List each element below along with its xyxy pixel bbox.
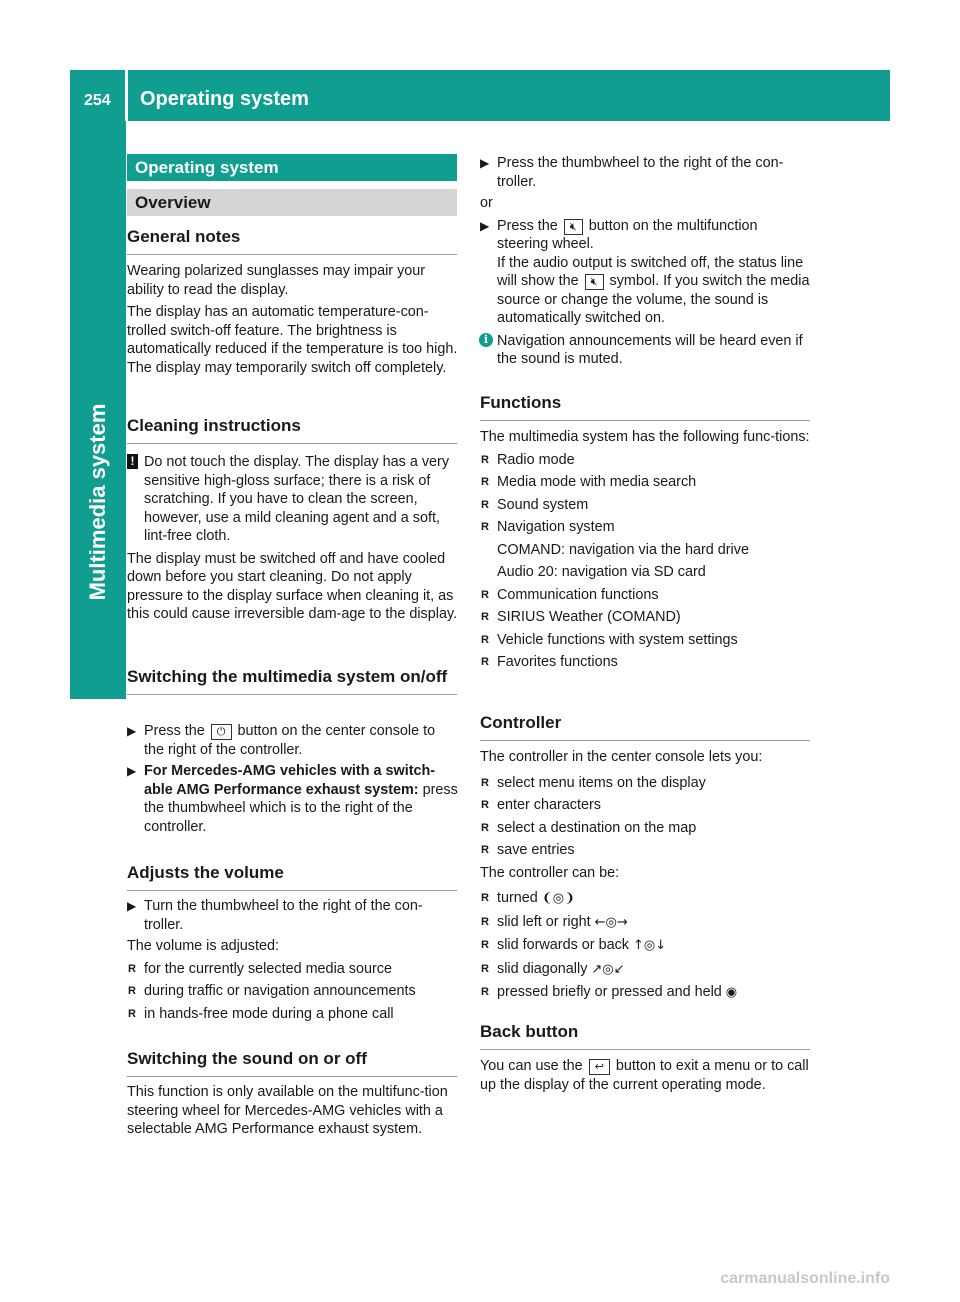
section-title: Operating system: [127, 154, 457, 181]
back-text: You can use the ↩ button to exit a menu or to call up the display of the current operating mode.: [480, 1058, 809, 1093]
controller-press-icon: ◉: [725, 985, 738, 1000]
chapter-label: Multimedia system: [85, 404, 110, 601]
step: ▶ Press the thumbwheel to the right of the con-troller.: [480, 155, 784, 190]
volume-text: [127, 897, 459, 1023]
step: ▶ For Mercedes-AMG vehicles with a switch-able AMG Performance exhaust system: press the thumbwheel which is to the right of the controller.: [127, 763, 458, 835]
volume-heading: Adjusts the volume: [127, 862, 457, 891]
warning-text: Do not touch the display. The display has a very sensitive high-gloss surface; there is a risk of scratching. If you have to clean the screen, however, use a mild cleaning agent and a soft, lint-free cloth.: [144, 454, 450, 544]
info-icon: i: [479, 333, 493, 347]
list-item: R slid forwards or back ↑◎↓: [481, 937, 667, 953]
list-item: R select a destination on the map: [481, 819, 697, 836]
page-header: [70, 70, 890, 121]
controller-slide-lr-icon: ←◎→: [594, 914, 628, 930]
sound-heading: Switching the sound on or off: [127, 1048, 457, 1077]
arrow-icon: ▶: [127, 764, 137, 778]
arrow-icon: ▶: [480, 218, 490, 233]
back-heading: Back button: [480, 1021, 810, 1050]
paragraph: The volume is adjusted:: [127, 938, 279, 954]
list-item: R Media mode with media search: [481, 474, 697, 490]
list-item: R Sound system: [481, 496, 589, 513]
list-item: R Radio mode: [481, 451, 575, 468]
paragraph: Wearing polarized sunglasses may impair your ability to read the display.: [127, 263, 426, 298]
power-icon: ⏻: [211, 724, 232, 740]
list-item: R turned ❨◎❩: [481, 890, 575, 906]
back-icon: ↩: [589, 1059, 610, 1075]
sub-item: Audio 20: navigation via SD card: [497, 564, 706, 580]
step: ▶ Turn the thumbwheel to the right of the con-troller.: [127, 898, 423, 933]
general-notes-text: [127, 262, 459, 377]
paragraph: The display has an automatic temperature-con-trolled switch-off feature. The brightness is automatically reduced if the temperature is too high. The display may temporarily switch off completely.: [127, 304, 458, 376]
step: ▶ Press the 🔇︎ button on the multifunction steering wheel. If the audio output is switched off, the status line will show the 🔇︎ symbol. If you switch the media source or change the volume, the sound is automatically switched on.: [480, 217, 810, 326]
chapter-tab: [70, 121, 126, 699]
list-item: R Navigation system: [481, 519, 615, 535]
sub-item: COMAND: navigation via the hard drive: [497, 541, 749, 558]
arrow-icon: ▶: [127, 899, 137, 913]
general-notes-heading: General notes: [127, 226, 457, 255]
controller-slide-fb-icon: ↑◎↓: [632, 938, 667, 953]
list-item: R in hands-free mode during a phone call: [128, 1005, 394, 1022]
switching-heading: Switching the multimedia system on/off: [127, 666, 457, 695]
arrow-icon: ▶: [127, 724, 137, 738]
paragraph: The display must be switched off and have cooled down before you start cleaning. Do not apply pressure to the display surface when cleaning it, as this could cause irreversible dam-age to the display.: [127, 550, 458, 622]
mute-icon: 🔇︎: [585, 274, 604, 290]
header-divider: [125, 70, 128, 121]
sound-steps: [480, 154, 812, 369]
list-item: R SIRIUS Weather (COMAND): [481, 609, 681, 625]
list-item: R select menu items on the display: [481, 774, 706, 791]
sound-text: [127, 1083, 459, 1139]
controller-heading: Controller: [480, 712, 810, 741]
functions-text: The multimedia system has the following func-tions: R Radio mode R Media mode with media search R Sound system R Navigation system COMAND: navigation via the hard drive Audio 20: navigation via SD card R Communication functions R SIRIUS Weather (COMAND) R Vehicle functions with system settings R Favorites functions: [480, 428, 812, 672]
info-note: i Navigation announcements will be heard even if the sound is muted.: [480, 332, 812, 369]
overview-heading: Overview: [127, 189, 457, 216]
arrow-icon: ▶: [480, 156, 490, 170]
functions-heading: Functions: [480, 392, 810, 421]
cleaning-text: [127, 453, 459, 624]
list-item: R Favorites functions: [481, 654, 618, 670]
or-text: or: [480, 195, 493, 211]
warning-icon: !: [127, 454, 138, 469]
controller-text: The controller in the center console lets you: R select menu items on the display R enter characters R select a destination on the map R save entries The controller can be: R turned ❨◎❩ R slid left or right ←◎→ R slid forwards or back ↑◎↓ R slid diagonally ↗◎↙ R pressed briefly or pressed and held ◉: [480, 748, 812, 1003]
watermark: carmanualsonline.info: [720, 1270, 890, 1287]
list-item: R slid left or right ←◎→: [481, 913, 628, 930]
controller-slide-diag-icon: ↗◎↙: [591, 961, 625, 977]
paragraph: This function is only available on the multifunc-tion steering wheel for Mercedes-AMG vehicles with a selectable AMG Performance exhaust system.: [127, 1084, 448, 1137]
switching-steps: [127, 722, 459, 836]
warning-note: [127, 453, 459, 546]
header-title: Operating system: [140, 88, 309, 110]
controller-turn-icon: ❨◎❩: [541, 891, 575, 906]
list-item: R Vehicle functions with system settings: [481, 631, 738, 648]
list-item: R for the currently selected media source: [128, 960, 392, 977]
list-item: R save entries: [481, 842, 575, 858]
mute-icon: 🔇︎: [564, 219, 583, 235]
list-item: R during traffic or navigation announcements: [128, 983, 416, 999]
cleaning-heading: Cleaning instructions: [127, 415, 457, 444]
list-item: R enter characters: [481, 797, 601, 813]
list-item: R slid diagonally ↗◎↙: [481, 960, 625, 977]
list-item: R Communication functions: [481, 586, 659, 603]
page-number: 254: [84, 92, 111, 109]
step: ▶ Press the ⏻ button on the center console to the right of the controller.: [127, 723, 436, 758]
list-item: R pressed briefly or pressed and held ◉: [481, 984, 738, 1000]
